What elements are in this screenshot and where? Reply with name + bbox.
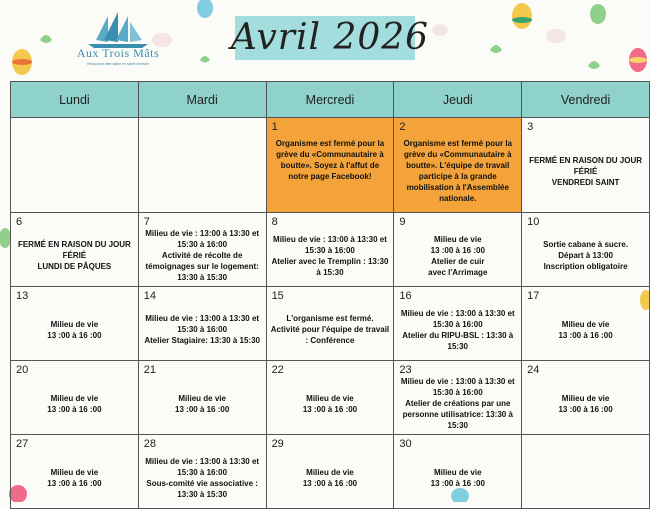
calendar-day-cell [394,287,522,361]
day-event-text: Milieu de vie 13 :00 à 16 :00 [47,319,102,340]
day-number: 3 [527,121,534,133]
weekday-header-mardi: Mardi [138,82,266,118]
calendar-week-row [11,287,650,361]
weekday-header-row [11,82,650,118]
brand-tagline: Ressource alternative en santé mentale [87,62,149,66]
day-number: 13 [16,290,29,302]
calendar-day-cell [266,361,394,435]
day-event-text: Milieu de vie 13 :00 à 16 :00 Atelier de cuir avec l'Arrimage [428,234,488,277]
day-number: 17 [527,290,540,302]
calendar-empty-cell [11,118,139,213]
calendar-day-cell [522,361,650,435]
calendar-day-cell [266,435,394,509]
calendar-day-cell [522,213,650,287]
calendar-week-row [11,118,650,213]
calendar-week-row [11,435,650,509]
weekday-header-jeudi: Jeudi [394,82,522,118]
calendar-day-cell [394,118,522,213]
day-event-text: Milieu de vie : 13:00 à 13:30 et 15:30 à 16:00 Atelier avec le Tremplin : 13:30 à 15:30 [271,234,389,277]
weekday-header-lundi: Lundi [11,82,139,118]
calendar-day-cell [11,435,139,509]
day-event-text: Organisme est fermé pour la grève du «Communautaire à boutte». Soyez à l'affut de notre page Facebook! [275,139,385,181]
day-number: 15 [271,290,284,302]
calendar-day-cell [266,287,394,361]
day-event-text: Milieu de vie 13 :00 à 16 :00 [558,319,613,340]
calendar-week-row [11,213,650,287]
page-title: Avril 2026 [230,17,430,58]
day-event-text: FERMÉ EN RAISON DU JOUR FÉRIÉ VENDREDI SAINT [529,155,643,187]
day-number: 27 [16,438,29,450]
calendar-day-cell [266,118,394,213]
day-event-text: Milieu de vie 13 :00 à 16 :00 [47,393,102,414]
calendar-day-cell [394,361,522,435]
day-event-text: Milieu de vie 13 :00 à 16 :00 [302,393,358,414]
day-event-text: Milieu de vie : 13:00 à 13:30 et 15:30 à 16:00 Atelier de créations par une personne utilisatrice: 13:30 à 15:30 [400,377,515,430]
calendar-day-cell [138,435,266,509]
day-number: 22 [271,364,284,376]
day-number: 14 [143,290,157,302]
calendar-table [10,81,650,509]
day-number: 30 [399,438,412,450]
easter-egg-icon [590,4,606,24]
day-number: 23 [399,364,412,376]
day-event-text: FERMÉ EN RAISON DU JOUR FÉRIÉ LUNDI DE PÂQUES [17,240,131,271]
ship-icon [58,10,178,50]
day-number: 8 [271,216,278,228]
calendar-day-cell [11,213,139,287]
day-number: 16 [399,290,412,302]
day-event-text: L'organisme est fermé. Activité pour l'équipe de travail : Conférence [270,314,390,345]
day-event-text [15,132,134,210]
calendar-day-cell [522,118,650,213]
day-number: 20 [16,364,29,376]
day-number: 24 [527,364,540,376]
weekday-header-vendredi: Vendredi [522,82,650,118]
easter-egg-icon [512,3,532,29]
day-event-text: Milieu de vie 13 :00 à 16 :00 [47,467,102,488]
calendar-day-cell [138,213,266,287]
calendar-day-cell [266,213,394,287]
day-number: 21 [143,364,157,376]
day-event-text [143,132,262,210]
day-event-text: Organisme est fermé pour la grève du «Communautaire à boutte». L'équipe de travail participe à la grande mobilisation à l'Assemblée nationale. [403,139,512,203]
calendar-empty-cell [138,118,266,213]
day-number: 7 [143,216,150,228]
calendar-day-cell [138,361,266,435]
day-number: 10 [527,216,540,228]
day-number: 9 [399,216,406,228]
brand-name: Aux Trois Mâts [76,46,160,60]
day-number: 29 [271,438,284,450]
day-number: 1 [271,121,278,133]
calendar-day-cell [138,287,266,361]
day-event-text: Sortie cabane à sucre. Départ à 13:00 Inscription obligatoire [543,240,629,271]
easter-egg-icon [629,48,647,72]
calendar-day-cell [522,287,650,361]
easter-egg-icon [197,0,213,18]
calendar-day-cell [394,435,522,509]
day-number: 28 [143,438,157,450]
day-event-text [526,449,645,506]
day-number: 6 [16,216,23,228]
calendar-week-row [11,361,650,435]
day-number: 2 [399,121,406,133]
calendar-day-cell [394,213,522,287]
easter-egg-icon [12,49,32,75]
calendar-day-cell [11,287,139,361]
day-event-text: Milieu de vie 13 :00 à 16 :00 [558,393,613,414]
weekday-header-mercredi: Mercredi [266,82,394,118]
calendar-day-cell [11,361,139,435]
day-event-text: Milieu de vie : 13:00 à 13:30 et 15:30 à 16:00 Atelier Stagiaire: 13:30 à 15:30 [144,314,260,345]
calendar-empty-cell [522,435,650,509]
day-event-text: Milieu de vie : 13:00 à 13:30 et 15:30 à 16:00 Atelier du RIPU-BSL : 13:30 à 15:30 [400,308,515,351]
day-event-text: Milieu de vie : 13:00 à 13:30 et 15:30 à 16:00 Sous-comité vie associative : 13:30 à 15:30 [145,456,260,499]
day-event-text: Milieu de vie 13 :00 à 16 :00 [302,467,358,488]
day-event-text: Milieu de vie : 13:00 à 13:30 et 15:30 à 16:00 Activité de récolte de témoignages sur le logement: 13:30 à 15:30 [145,229,260,282]
day-event-text: Milieu de vie 13 :00 à 16 :00 [175,393,230,414]
logo [58,10,178,72]
day-event-text: Milieu de vie 13 :00 à 16 :00 [430,467,485,488]
